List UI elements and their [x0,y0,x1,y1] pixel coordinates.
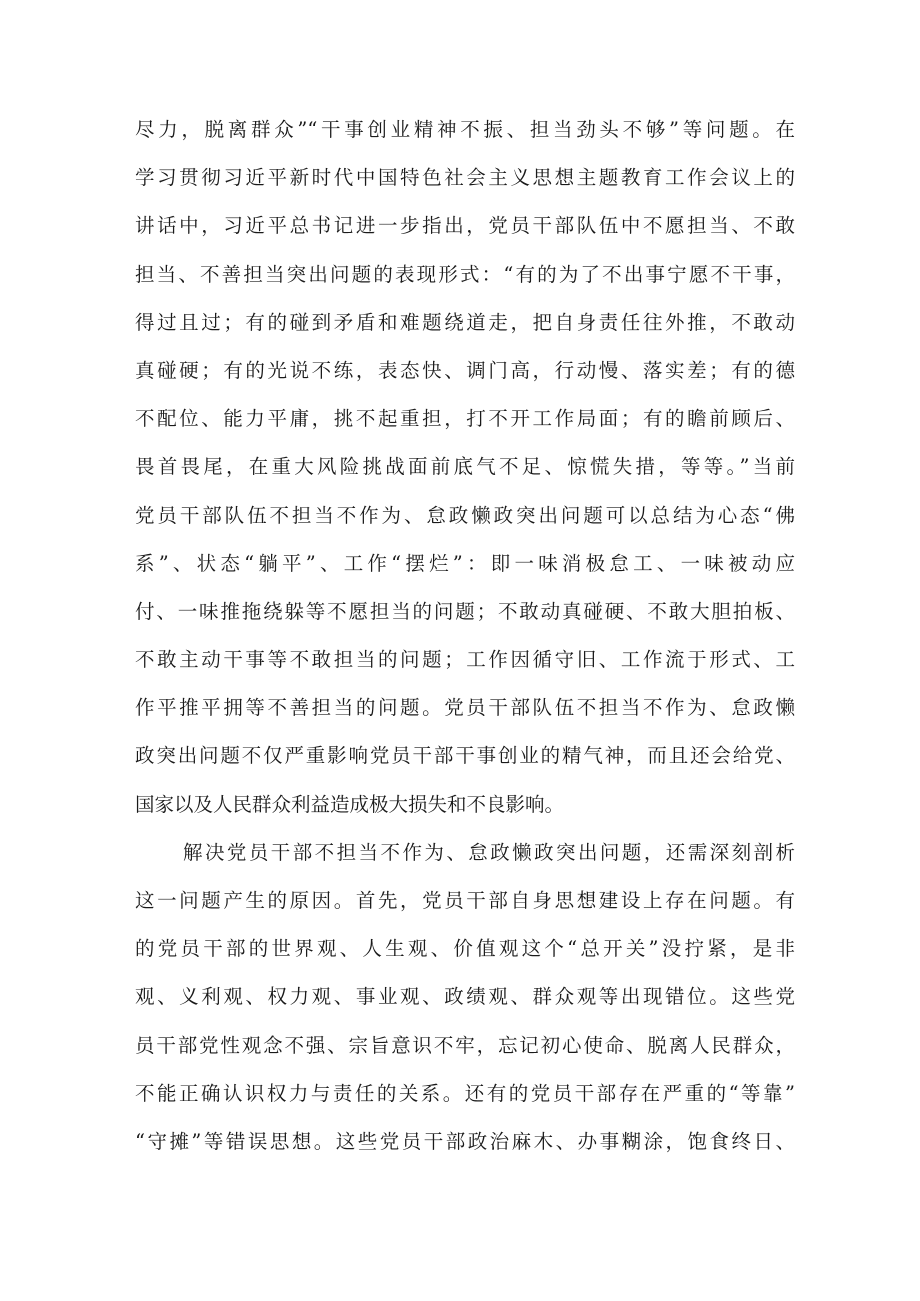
text-line: 真碰硬；有的光说不练，表态快、调门高，行动慢、落实差；有的德 [135,358,795,382]
text-line: 这一问题产生的原因。首先，党员干部自身思想建设上存在问题。有 [135,889,795,912]
text-line: 党员干部队伍不担当不作为、怠政懒政突出问题可以总结为心态“佛 [135,503,795,527]
text-line: 的党员干部的世界观、人生观、价值观这个“总开关”没拧紧，是非 [135,937,795,961]
paragraph-1 [135,106,795,829]
text-line: “守摊”等错误思想。这些党员干部政治麻木、办事糊涂，饱食终日、 [135,1129,795,1153]
text-line: 不配位、能力平庸，挑不起重担，打不开工作局面；有的瞻前顾后、 [135,407,795,431]
text-line: 尽力，脱离群众”“干事创业精神不振、担当劲头不够”等问题。在 [135,118,795,141]
text-line: 作平推平拥等不善担当的问题。党员干部队伍不担当不作为、怠政懒 [135,696,795,720]
text-line: 系”、状态“躺平”、工作“摆烂”：即一味消极怠工、一味被动应 [135,551,795,575]
text-line: 畏首畏尾，在重大风险挑战面前底气不足、惊慌失措，等等。”当前 [135,455,795,479]
text-line: 员干部党性观念不强、宗旨意识不牢，忘记初心使命、脱离人民群众， [135,1033,795,1057]
text-line: 讲话中，习近平总书记进一步指出，党员干部队伍中不愿担当、不敢 [135,214,795,238]
text-line: 国家以及人民群众利益造成极大损失和不良影响。 [135,792,565,816]
text-line: 观、义利观、权力观、事业观、政绩观、群众观等出现错位。这些党 [135,985,795,1009]
text-line: 解决党员干部不担当不作为、怠政懒政突出问题，还需深刻剖析 [183,840,795,864]
text-line: 不敢主动干事等不敢担当的问题；工作因循守旧、工作流于形式、工 [135,648,795,672]
text-line: 担当、不善担当突出问题的表现形式：“有的为了不出事宁愿不干事， [135,262,795,286]
text-line: 不能正确认识权力与责任的关系。还有的党员干部存在严重的“等靠” [135,1081,795,1105]
body-text [135,106,795,1166]
text-line: 得过且过；有的碰到矛盾和难题绕道走，把自身责任往外推，不敢动 [135,310,795,334]
paragraph-2 [135,829,795,1166]
text-line: 政突出问题不仅严重影响党员干部干事创业的精气神，而且还会给党、 [135,744,795,768]
text-line: 学习贯彻习近平新时代中国特色社会主义思想主题教育工作会议上的 [135,166,795,190]
text-line: 付、一味推拖绕躲等不愿担当的问题；不敢动真碰硬、不敢大胆拍板、 [135,599,795,623]
